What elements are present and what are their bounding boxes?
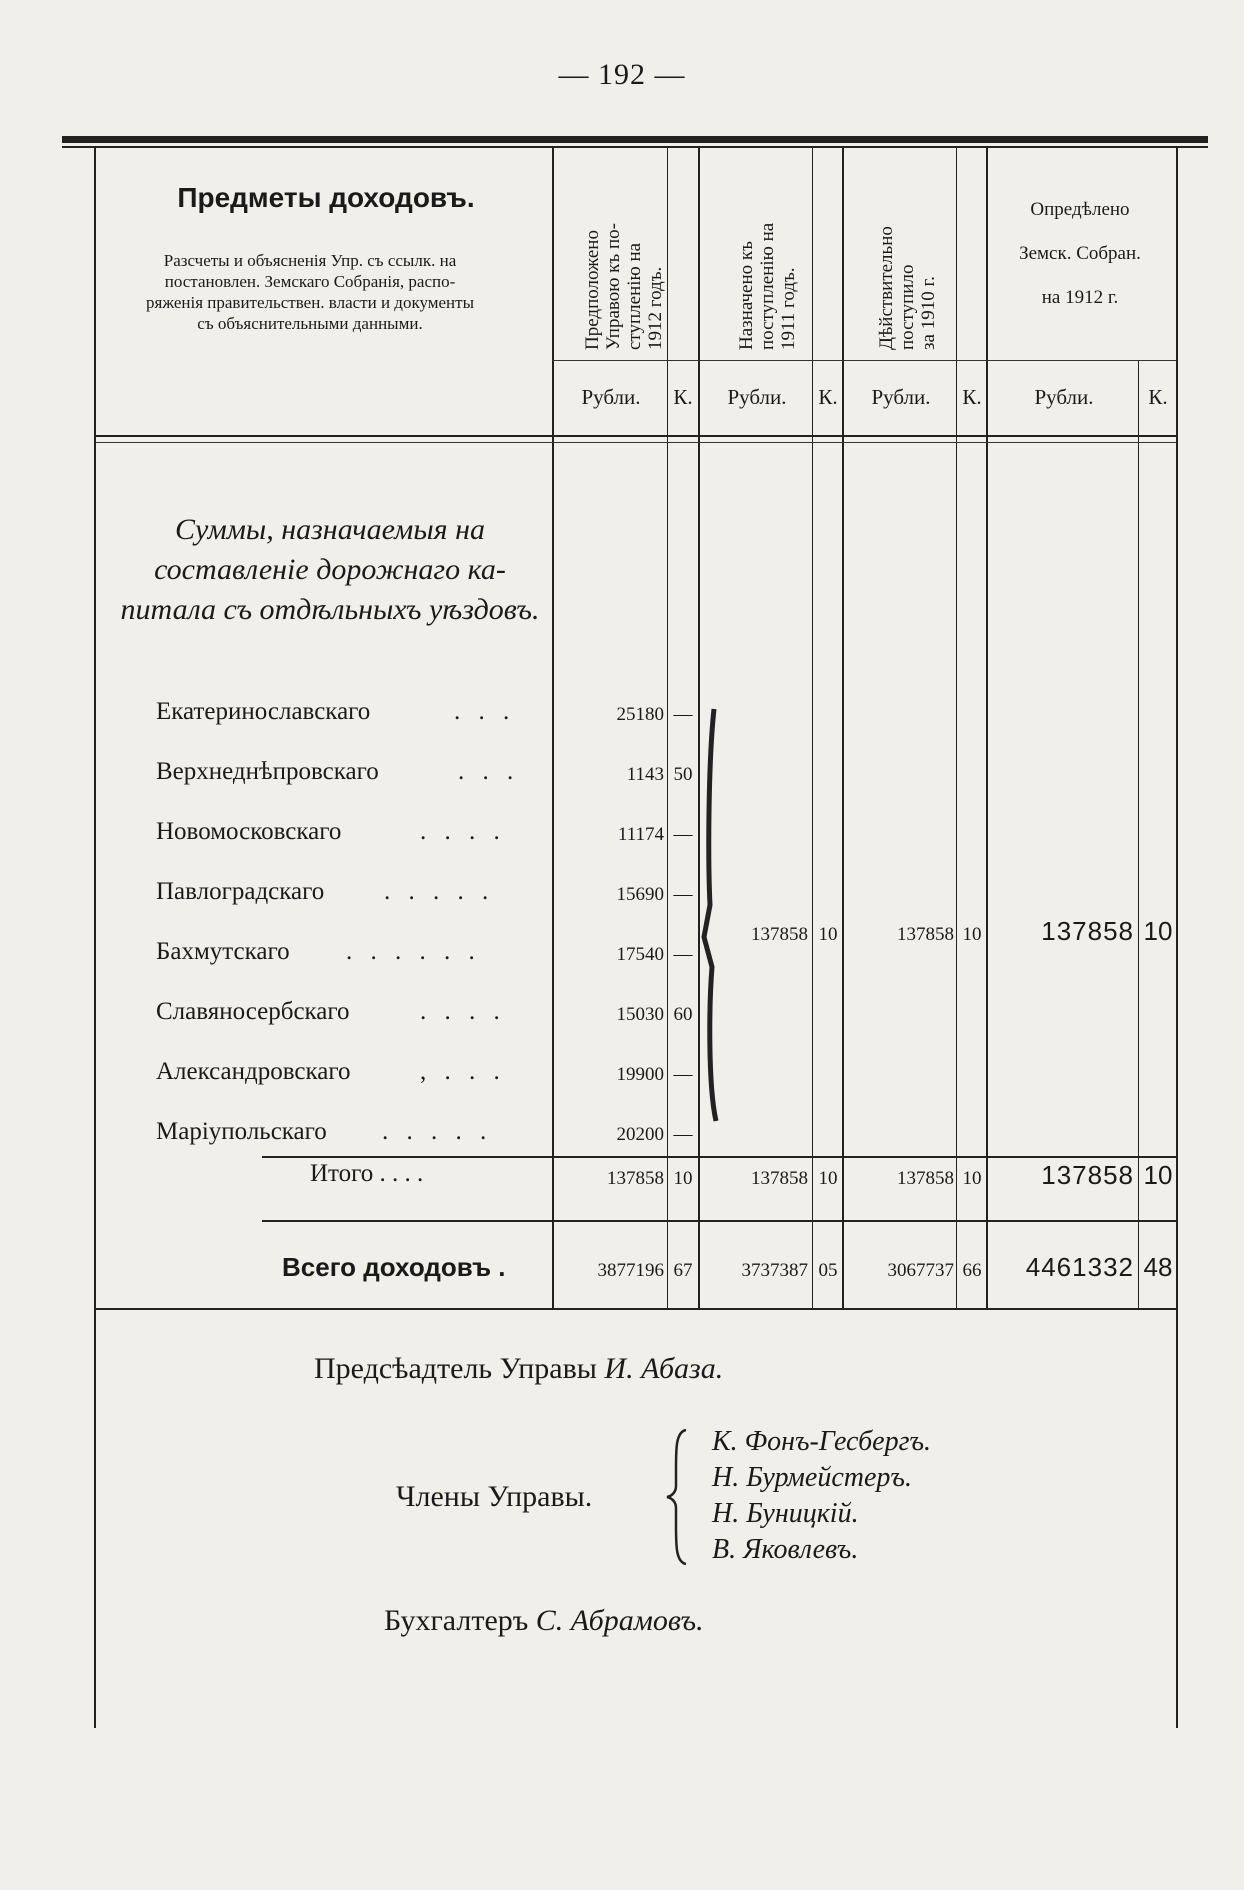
leader-dots: . . . . . . xyxy=(346,938,481,965)
leader-dots: , . . . xyxy=(420,1058,506,1085)
header-description: Разсчеты и объясненія Упр. съ ссылк. на постановлен. Земскаго Собранія, распо-ряженія правительствен. власти и документы съ объяснительными данными. xyxy=(146,251,474,333)
col2-header: Назначено къ поступленію на 1911 годъ. xyxy=(736,222,799,350)
col-divider xyxy=(1138,360,1139,1308)
accountant-signature: Бухгалтеръ С. Абрамовъ. xyxy=(384,1604,704,1637)
itogo-label: Итого . . . . xyxy=(310,1160,424,1187)
vsego-col1: 3877196 xyxy=(597,1260,664,1281)
vsego-label: Всего доходовъ . xyxy=(282,1252,506,1282)
group-total-col2-kop: 10 xyxy=(818,924,838,945)
group-total-col3: 137858 xyxy=(897,924,954,945)
member-name: В. Яковлевъ. xyxy=(712,1534,859,1565)
row-rubli: 15030 xyxy=(616,1004,664,1025)
district-name: Бахмутскаго xyxy=(156,938,290,965)
member-name: К. Фонъ-Гесбергъ. xyxy=(712,1426,932,1457)
vsego-col3: 3067737 xyxy=(887,1260,954,1281)
table-bottom-rule xyxy=(96,1308,1176,1310)
grouping-brace xyxy=(700,705,730,1125)
right-border xyxy=(1176,148,1178,1728)
vsego-col1-kop: 67 xyxy=(673,1260,693,1281)
page-number: — 192 — xyxy=(558,58,686,91)
itogo-col4-kop: 10 xyxy=(1143,1160,1173,1190)
row-kop: — xyxy=(673,1124,693,1145)
row-rubli: 25180 xyxy=(616,704,664,725)
group-total-col2: 137858 xyxy=(751,924,808,945)
members-brace xyxy=(664,1428,692,1566)
unit-rubli: Рубли. xyxy=(581,385,641,409)
row-rubli: 1143 xyxy=(626,764,664,785)
row-kop: 50 xyxy=(673,764,693,785)
vsego-col2-kop: 05 xyxy=(818,1260,838,1281)
district-name: Александровскаго xyxy=(156,1058,351,1085)
col-divider xyxy=(552,148,554,1308)
itogo-col3-kop: 10 xyxy=(962,1168,982,1189)
member-name: Н. Бурмейстеръ. xyxy=(712,1462,912,1493)
row-rubli: 15690 xyxy=(616,884,664,905)
leader-dots: . . . . xyxy=(420,818,506,845)
left-border xyxy=(94,148,96,1728)
row-rubli: 11174 xyxy=(617,824,664,845)
leader-dots: . . . xyxy=(454,698,516,725)
group-total-col4-kop: 10 xyxy=(1143,916,1173,946)
district-name: Славяносербскаго xyxy=(156,998,350,1025)
unit-rubli: Рубли. xyxy=(871,385,931,409)
row-kop: 60 xyxy=(673,1004,693,1025)
group-total-col4: 137858 xyxy=(1041,916,1134,946)
unit-rubli: Рубли. xyxy=(1034,385,1094,409)
member-name: Н. Буницкій. xyxy=(712,1498,859,1529)
district-name: Верхнеднѣпровскаго xyxy=(156,758,379,785)
itogo-col3: 137858 xyxy=(897,1168,954,1189)
col-divider xyxy=(812,148,813,1308)
row-rubli: 20200 xyxy=(616,1124,664,1145)
district-name: Новомосковскаго xyxy=(156,818,342,845)
unit-kop: К. xyxy=(962,385,982,409)
leader-dots: . . . xyxy=(458,758,520,785)
itogo-col4: 137858 xyxy=(1041,1160,1134,1190)
section-title: Суммы, назначаемыя на составленіе дорожнаго ка-питала съ отдѣльныхъ уѣздовъ. xyxy=(120,513,540,626)
unit-rubli: Рубли. xyxy=(727,385,787,409)
header-title: Предметы доходовъ. xyxy=(177,182,475,213)
row-kop: — xyxy=(673,704,693,725)
leader-dots: . . . . . xyxy=(382,1118,493,1145)
members-label: Члены Управы. xyxy=(396,1480,593,1513)
district-name: Павлоградскаго xyxy=(156,878,325,905)
district-name: Маріупольскаго xyxy=(156,1118,327,1145)
itogo-col1-kop: 10 xyxy=(673,1168,693,1189)
col-divider xyxy=(842,148,844,1308)
vsego-col4-kop: 48 xyxy=(1143,1252,1173,1282)
unit-kop: К. xyxy=(818,385,838,409)
row-kop: — xyxy=(673,944,693,965)
itogo-col1: 137858 xyxy=(607,1168,664,1189)
vsego-col4: 4461332 xyxy=(1025,1252,1134,1282)
leader-dots: . . . . . xyxy=(384,878,495,905)
group-total-col3-kop: 10 xyxy=(962,924,982,945)
col-divider xyxy=(956,148,957,1308)
row-rubli: 17540 xyxy=(616,944,664,965)
vsego-col2: 3737387 xyxy=(741,1260,808,1281)
header-subline xyxy=(552,360,1176,361)
header-bottom-line-thin xyxy=(96,442,1176,443)
col4-header: Опредѣлено Земск. Собран. на 1912 г. xyxy=(1019,199,1141,308)
top-rule xyxy=(62,136,1208,143)
row-rubli: 19900 xyxy=(616,1064,664,1085)
col-divider xyxy=(986,148,988,1308)
unit-kop: К. xyxy=(673,385,693,409)
itogo-rule xyxy=(262,1156,1176,1158)
district-name: Екатеринославскаго xyxy=(156,698,371,725)
row-kop: — xyxy=(673,884,693,905)
col3-header: Дѣйствительно поступило за 1910 г. xyxy=(876,226,939,350)
itogo-col2: 137858 xyxy=(751,1168,808,1189)
chair-signature: Предсѣадтель Управы И. Абаза. xyxy=(314,1352,724,1385)
col1-header: Предположено Управою къ по- ступленію на 1912 годъ. xyxy=(582,223,666,350)
vsego-col3-kop: 66 xyxy=(962,1260,982,1281)
header-bottom-line xyxy=(96,435,1176,437)
leader-dots: . . . . xyxy=(420,998,506,1025)
row-kop: — xyxy=(673,824,693,845)
unit-kop: К. xyxy=(1148,385,1168,409)
row-kop: — xyxy=(673,1064,693,1085)
vsego-rule xyxy=(262,1220,1176,1222)
top-rule-thin xyxy=(62,146,1208,148)
itogo-col2-kop: 10 xyxy=(818,1168,838,1189)
